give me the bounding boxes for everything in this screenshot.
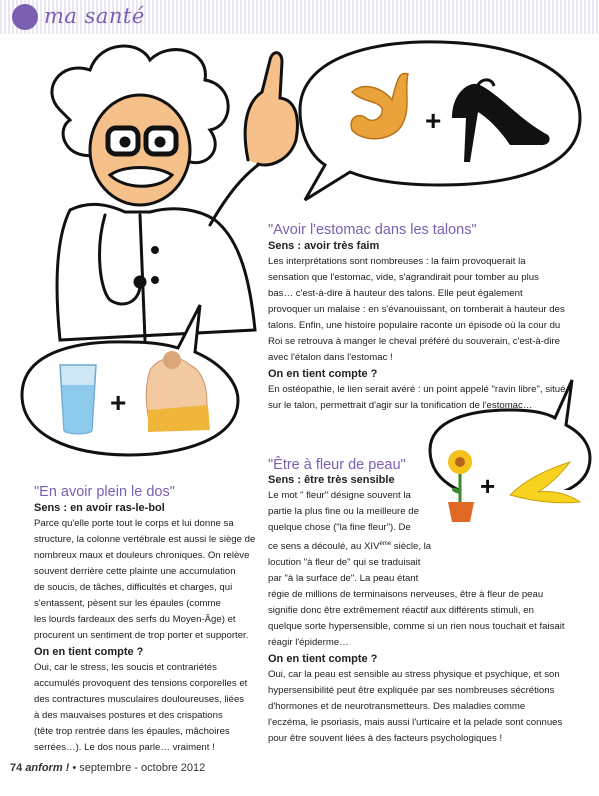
issue-date: • septembre - octobre 2012 bbox=[72, 762, 206, 774]
text-line: hypersensibilité peut être expliquée par ses nombreuses sécrétions bbox=[268, 685, 555, 697]
text-line: partie la plus fine ou la meilleure de bbox=[268, 506, 419, 517]
text-line: de soucis, de tâches, difficultés et charges, qui bbox=[34, 582, 233, 593]
text-line: (tête trop rentrée dans les épaules, mâchoires bbox=[34, 726, 230, 737]
magazine-brand: anform ! bbox=[25, 762, 70, 774]
section1-title: "Avoir l'estomac dans les talons" bbox=[268, 222, 477, 238]
text-line: les lourds fardeaux des serfs du Moyen-Âge) et bbox=[34, 614, 236, 625]
text-line: pour être souvent liées à des facteurs psychologiques ! bbox=[268, 733, 503, 745]
text-line: signifie donc être extrêmement réactif aux différents stimuli, en bbox=[268, 605, 534, 617]
text-line: locution "à fleur de" qui se traduisait bbox=[268, 557, 421, 569]
text-line: serrées…). Le dos nous parle… vraiment ! bbox=[34, 742, 215, 753]
section2-subtitle: Sens : en avoir ras-le-bol bbox=[34, 502, 165, 514]
text-line: Roi se retrouva à manger le cheval préféré du souverain, c'est-à-dire bbox=[268, 336, 560, 347]
text-line: sur le talon, permettrait d'agir sur la tonification de l'estomac… bbox=[268, 400, 533, 411]
text-line: régie de millions de terminaisons nerveuses, être à fleur de peau bbox=[268, 589, 544, 601]
text-span: siècle, la bbox=[391, 541, 432, 553]
section2-question: On en tient compte ? bbox=[34, 646, 144, 658]
text-line: s'entassent, pèsent sur les épaules (comme bbox=[34, 598, 221, 609]
plus-sign-right: + bbox=[480, 471, 496, 501]
section3-body bbox=[268, 488, 593, 747]
text-line: Le mot " fleur" désigne souvent la bbox=[268, 490, 411, 501]
text-line: structure, la colonne vertébrale est aussi le siège de bbox=[34, 534, 256, 545]
text-line: sensation que l'estomac, vide, s'agrandirait pour tomber au plus bbox=[268, 272, 539, 283]
text-line: En ostéopathie, le lien serait avéré : un point appelé "ravin libre", situé bbox=[268, 384, 566, 395]
section3-question: On en tient compte ? bbox=[268, 653, 378, 666]
text-line: réagir l'épiderme… bbox=[268, 637, 349, 649]
text-line: talons. Enfin, une histoire populaire raconte un épisode où la cour du bbox=[268, 320, 561, 331]
text-line: Oui, car le stress, les soucis et contrariétés bbox=[34, 662, 217, 673]
text-line: nombreux maux et douleurs chroniques. On relève bbox=[34, 550, 250, 561]
text-line: l'eczéma, le psoriasis, mais aussi l'urticaire et la pelade sont connues bbox=[268, 717, 563, 729]
text-line: avec l'étalon dans l'estomac ! bbox=[268, 352, 393, 363]
header-dot-icon bbox=[12, 4, 38, 30]
text-line: d'hormones et de neurotransmetteurs. Des maladies comme bbox=[268, 701, 526, 713]
superscript: ème bbox=[379, 541, 392, 547]
plus-sign-top: + bbox=[425, 105, 442, 136]
text-line: à des mauvaises postures et des crispations bbox=[34, 710, 223, 721]
plus-sign-left: + bbox=[110, 387, 127, 418]
text-line: Oui, car la peau est sensible au stress physique et psychique, et son bbox=[268, 669, 560, 681]
text-line: quelque chose ("la fine fleur"). De bbox=[268, 522, 411, 533]
text-line: Les interprétations sont nombreuses : la faim provoquerait la bbox=[268, 256, 526, 267]
text-line: des contractures musculaires douloureuses, liées bbox=[34, 694, 245, 705]
text-line: bas… c'est-à-dire à hauteur des talons. Elle peut également bbox=[268, 288, 523, 299]
text-line bbox=[268, 536, 593, 555]
text-line: procurent un sentiment de trop porter et supporter. bbox=[34, 630, 249, 641]
water-glass-icon bbox=[60, 365, 96, 434]
header-title: ma santé bbox=[44, 4, 145, 28]
text-line: Parce qu'elle porte tout le corps et lui donne sa bbox=[34, 518, 234, 529]
section3-subtitle: Sens : être très sensible bbox=[268, 474, 395, 486]
section1-subtitle: Sens : avoir très faim bbox=[268, 240, 380, 252]
footer bbox=[10, 762, 205, 774]
text-line: accumulés provoquent des tensions corporelles et bbox=[34, 678, 248, 689]
section1-question: On en tient compte ? bbox=[268, 368, 378, 380]
page-number: 74 bbox=[10, 762, 23, 774]
section2-title: "En avoir plein le dos" bbox=[34, 484, 175, 500]
text-line: par "à la surface de". La peau étant bbox=[268, 573, 419, 585]
text-line: provoquer un malaise : en s'évanouissant, on tomberait à hauteur des bbox=[268, 304, 565, 315]
section1-body bbox=[268, 254, 593, 414]
section3-title: "Être à fleur de peau" bbox=[268, 457, 406, 473]
text-span: ce sens a découlé, au XIV bbox=[268, 541, 380, 553]
text-line: quelque sorte hypersensible, comme si un rien nous touchait et faisait bbox=[268, 621, 565, 633]
section2-body bbox=[34, 516, 264, 756]
text-line: souvent derrière cette plainte une accumulation bbox=[34, 566, 236, 577]
doctor-figure bbox=[52, 46, 297, 340]
